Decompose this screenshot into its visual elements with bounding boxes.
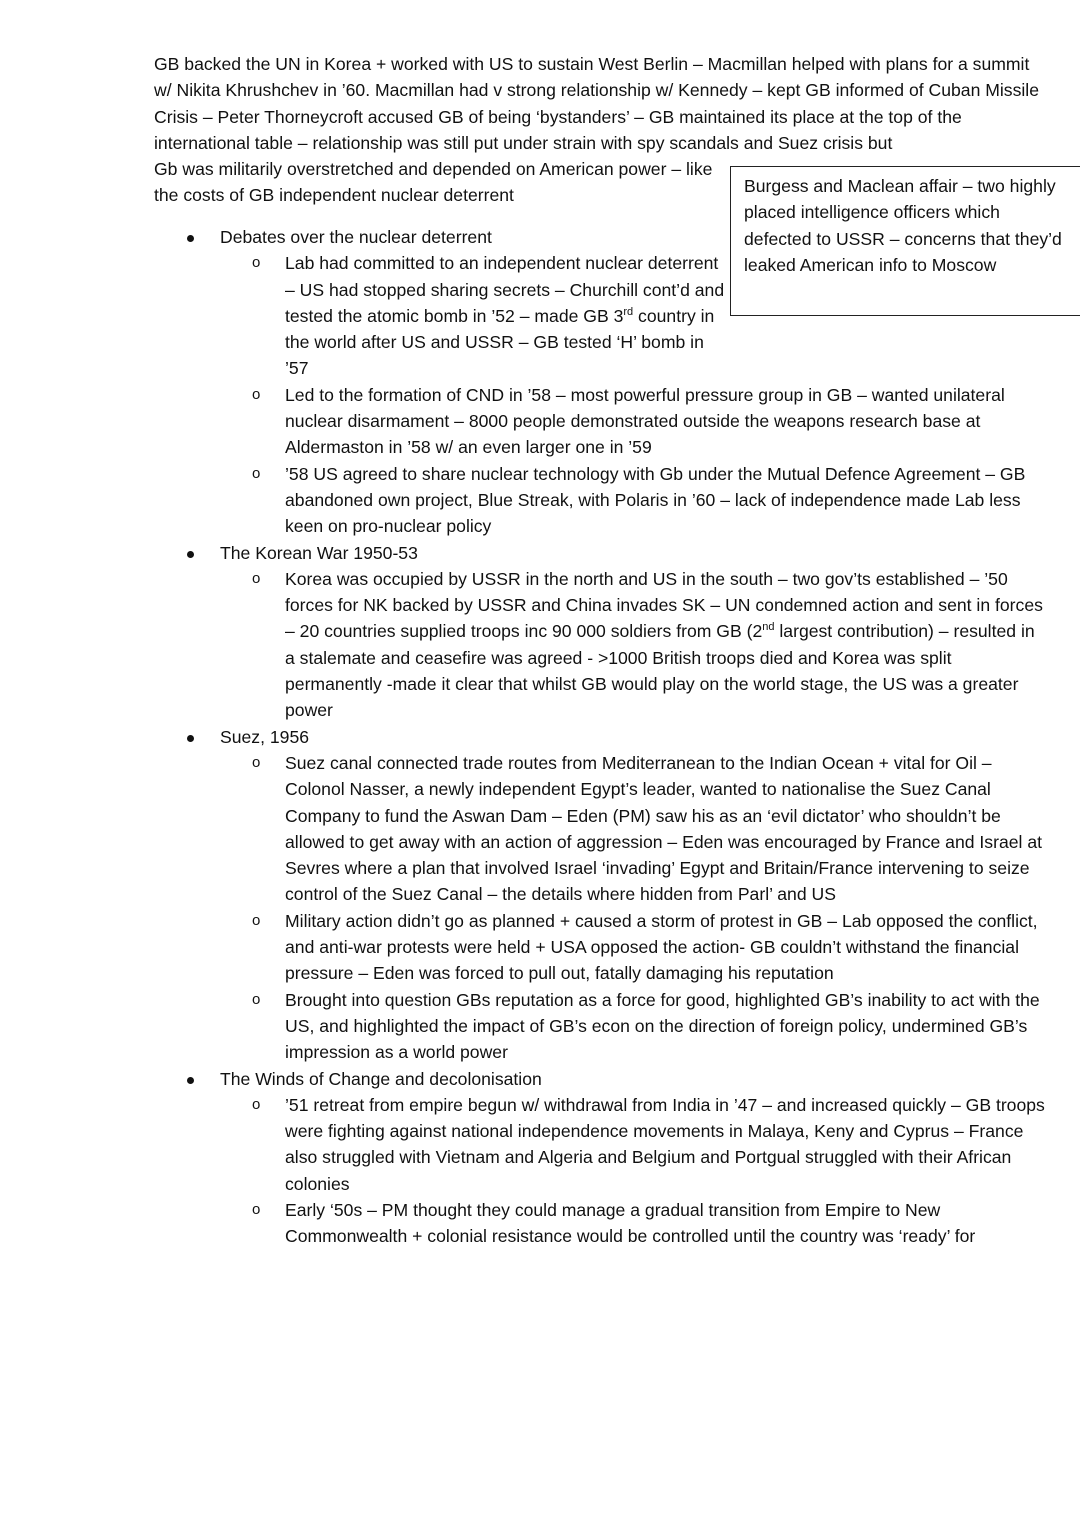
intro-paragraph: GB backed the UN in Korea + worked with US to sustain West Berlin – Macmillan helped with plans for a summit w/ Nikita Khrushchev in ’60. Macmillan had v strong relationship w/ Kennedy – kept GB informed of Cuban Missile Crisis – Peter Thorneycroft accused GB of being ‘bystanders’ – GB maintained its place at the top of the international table – relationship was still put under strain with spy scandals and Suez crisis but	[154, 54, 1039, 153]
sub-bullet-item	[252, 461, 1045, 540]
bullet-title: The Korean War 1950-53	[220, 542, 418, 563]
sub-bullet-item	[252, 1197, 1045, 1250]
sub-bullet-item	[252, 908, 1045, 987]
sub-bullet-text-cont: country in the world after US and USSR – GB tested ‘H’ bomb in ’57	[285, 305, 715, 379]
sub-bullet-item	[252, 250, 725, 381]
hollow-bullet-icon: o	[252, 254, 261, 272]
sub-bullet-text: Brought into question GBs reputation as a force for good, highlighted GB’s inability to act with the US, and highlighted the impact of GB’s econ on the direction of foreign policy, undermined GB’s impression as a world power	[285, 989, 1040, 1063]
sub-bullet-item	[252, 566, 1045, 724]
hollow-bullet-icon: o	[252, 385, 261, 403]
hollow-bullet-icon: o	[252, 569, 261, 587]
sub-bullet-text: Suez canal connected trade routes from Mediterranean to the Indian Ocean + vital for Oil – Colonol Nasser, a newly independent Egypt’s leader, wanted to nationalise the Suez Canal Company to fund the Aswan Dam – Eden (PM) saw his as an ‘evil dictator’ who shouldn’t be allowed to get away with an action of aggression – Eden was encouraged by France and Israel at Sevres where a plan that involved Israel ‘invading’ Egypt and Britain/France intervening to seize control of the Suez Canal – the details where hidden from Parl’ and US	[285, 752, 1042, 905]
hollow-bullet-icon: o	[252, 1200, 261, 1218]
bullet-icon	[187, 235, 194, 242]
bullet-list	[0, 224, 1080, 1250]
intro-paragraph-continued: Gb was militarily overstretched and depended on American power – like the costs of GB independent nuclear deterrent	[154, 159, 713, 206]
sub-bullet-text-cont: largest contribution) – resulted in a stalemate and ceasefire was agreed - >1000 British troops died and Korea was split permanently -made it clear that whilst GB would play on the world stage, the US was a greater power	[285, 621, 1035, 721]
sub-bullet-item	[252, 750, 1045, 908]
sub-bullet-text: Korea was occupied by USSR in the north and US in the south – two gov’ts established – ’50 forces for NK backed by USSR and China invades SK – UN condemned action and sent in forces – 20 countries supplied troops inc 90 000 soldiers from GB (2	[285, 568, 1043, 642]
hollow-bullet-icon: o	[252, 990, 261, 1008]
sub-bullet-item	[252, 1092, 1045, 1197]
sub-bullet-text: Military action didn’t go as planned + caused a storm of protest in GB – Lab opposed the conflict, and anti-war protests were held + USA opposed the action- GB couldn’t withstand the financial pressure – Eden was forced to pull out, fatally damaging his reputation	[285, 910, 1038, 984]
sub-bullet-text: Early ‘50s – PM thought they could manage a gradual transition from Empire to New Commonwealth + colonial resistance would be controlled until the country was ‘ready’ for	[285, 1199, 976, 1247]
bullet-item	[0, 540, 1080, 566]
bullet-item	[0, 724, 1080, 750]
hollow-bullet-icon: o	[252, 911, 261, 929]
bullet-icon	[187, 551, 194, 558]
sub-bullet-text: Lab had committed to an independent nuclear deterrent – US had stopped sharing secrets – Churchill cont’d and tested the atomic bomb in ’52 – made GB 3	[285, 253, 725, 326]
bullet-item	[0, 1066, 1080, 1092]
bullet-icon	[187, 735, 194, 742]
sub-bullet-text: ’58 US agreed to share nuclear technology with Gb under the Mutual Defence Agreement – GB abandoned own project, Blue Streak, with Polaris in ’60 – lack of independence made Lab less keen on pro-nuclear policy	[285, 463, 1026, 537]
bullet-title: The Winds of Change and decolonisation	[220, 1068, 542, 1089]
hollow-bullet-icon: o	[252, 753, 261, 771]
bullet-icon	[187, 1077, 194, 1084]
superscript: nd	[762, 621, 775, 634]
sub-bullet-text: ’51 retreat from empire begun w/ withdrawal from India in ’47 – and increased quickly – GB troops were fighting against national independence movements in Malaya, Keny and Cyprus – France also struggled with Vietnam and Algeria and Belgium and Portgual struggled with their African colonies	[285, 1094, 1045, 1194]
bullet-title: Debates over the nuclear deterrent	[220, 227, 492, 247]
side-note-text: Burgess and Maclean affair – two highly placed intelligence officers which defected to USSR – concerns that they’d leaked American info to Moscow	[744, 176, 1062, 275]
sub-bullet-item	[252, 382, 1045, 461]
sub-bullet-text: Led to the formation of CND in ’58 – most powerful pressure group in GB – wanted unilateral nuclear disarmament – 8000 people demonstrated outside the weapons research base at Aldermaston in ’58 w/ an even larger one in ’59	[285, 384, 1005, 458]
hollow-bullet-icon: o	[252, 1095, 261, 1113]
bullet-item	[0, 224, 1080, 250]
bullet-title: Suez, 1956	[220, 726, 310, 747]
sub-bullet-item	[252, 987, 1045, 1066]
superscript: rd	[623, 306, 634, 319]
hollow-bullet-icon: o	[252, 464, 261, 482]
